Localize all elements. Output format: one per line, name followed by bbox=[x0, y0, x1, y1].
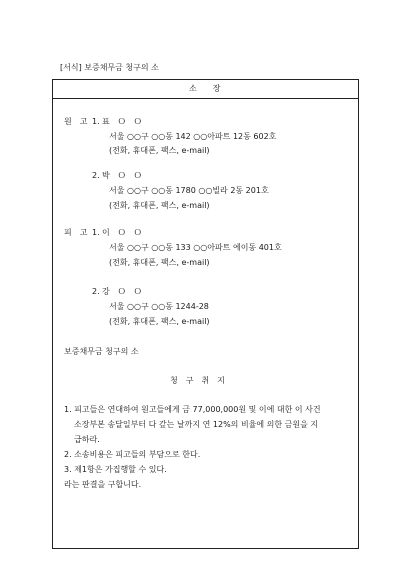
defendant-1-contact: (전화, 휴대폰, 팩스, e-mail) bbox=[109, 258, 210, 267]
case-name: 보증채무금 청구의 소 bbox=[64, 347, 139, 356]
plaintiff-role-label: 원 고 bbox=[64, 117, 88, 126]
claim-3: 3. 제1항은 가집행할 수 있다. bbox=[64, 465, 167, 474]
defendant-2-name: 강 Ｏ Ｏ bbox=[102, 287, 142, 296]
plaintiff-1-contact: (전화, 휴대폰, 팩스, e-mail) bbox=[109, 146, 210, 155]
document-title: 소 장 bbox=[189, 84, 221, 93]
plaintiff-2-address: 서울 ○○구 ○○동 1780 ○○빌라 2동 201호 bbox=[109, 186, 269, 195]
plaintiff-2-name: 박 Ｏ Ｏ bbox=[102, 171, 142, 180]
closing-statement: 라는 판결을 구합니다. bbox=[64, 480, 142, 489]
defendant-1-number: 1. bbox=[92, 228, 100, 237]
defendant-1-name: 이 Ｏ Ｏ bbox=[102, 228, 142, 237]
plaintiff-1-address: 서울 ○○구 ○○동 142 ○○아파트 12동 602호 bbox=[109, 132, 277, 141]
claim-1-line-3: 급하라. bbox=[74, 435, 100, 444]
claim-2: 2. 소송비용은 피고들의 부담으로 한다. bbox=[64, 450, 201, 459]
defendant-2-address: 서울 ○○구 ○○동 1244-28 bbox=[109, 302, 209, 311]
defendant-2-number: 2. bbox=[92, 287, 100, 296]
defendant-1-address: 서울 ○○구 ○○동 133 ○○아파트 에이동 401호 bbox=[109, 243, 282, 252]
claim-1-line-2: 소장부본 송달일부터 다 갚는 날까지 연 12%의 비율에 의한 금원을 지 bbox=[74, 420, 319, 429]
defendant-role-label: 피 고 bbox=[64, 228, 88, 237]
plaintiff-2-number: 2. bbox=[92, 171, 100, 180]
plaintiff-1-name: 표 Ｏ Ｏ bbox=[102, 117, 142, 126]
plaintiff-1-number: 1. bbox=[92, 117, 100, 126]
claim-heading: 청 구 취 지 bbox=[170, 376, 225, 385]
plaintiff-2-contact: (전화, 휴대폰, 팩스, e-mail) bbox=[109, 201, 210, 210]
form-label: [서식] 보증채무금 청구의 소 bbox=[60, 63, 159, 72]
title-divider bbox=[52, 98, 359, 99]
defendant-2-contact: (전화, 휴대폰, 팩스, e-mail) bbox=[109, 317, 210, 326]
claim-1-line-1: 1. 피고들은 연대하여 원고들에게 금 77,000,000원 및 이에 대한 이 사건 bbox=[64, 405, 321, 414]
